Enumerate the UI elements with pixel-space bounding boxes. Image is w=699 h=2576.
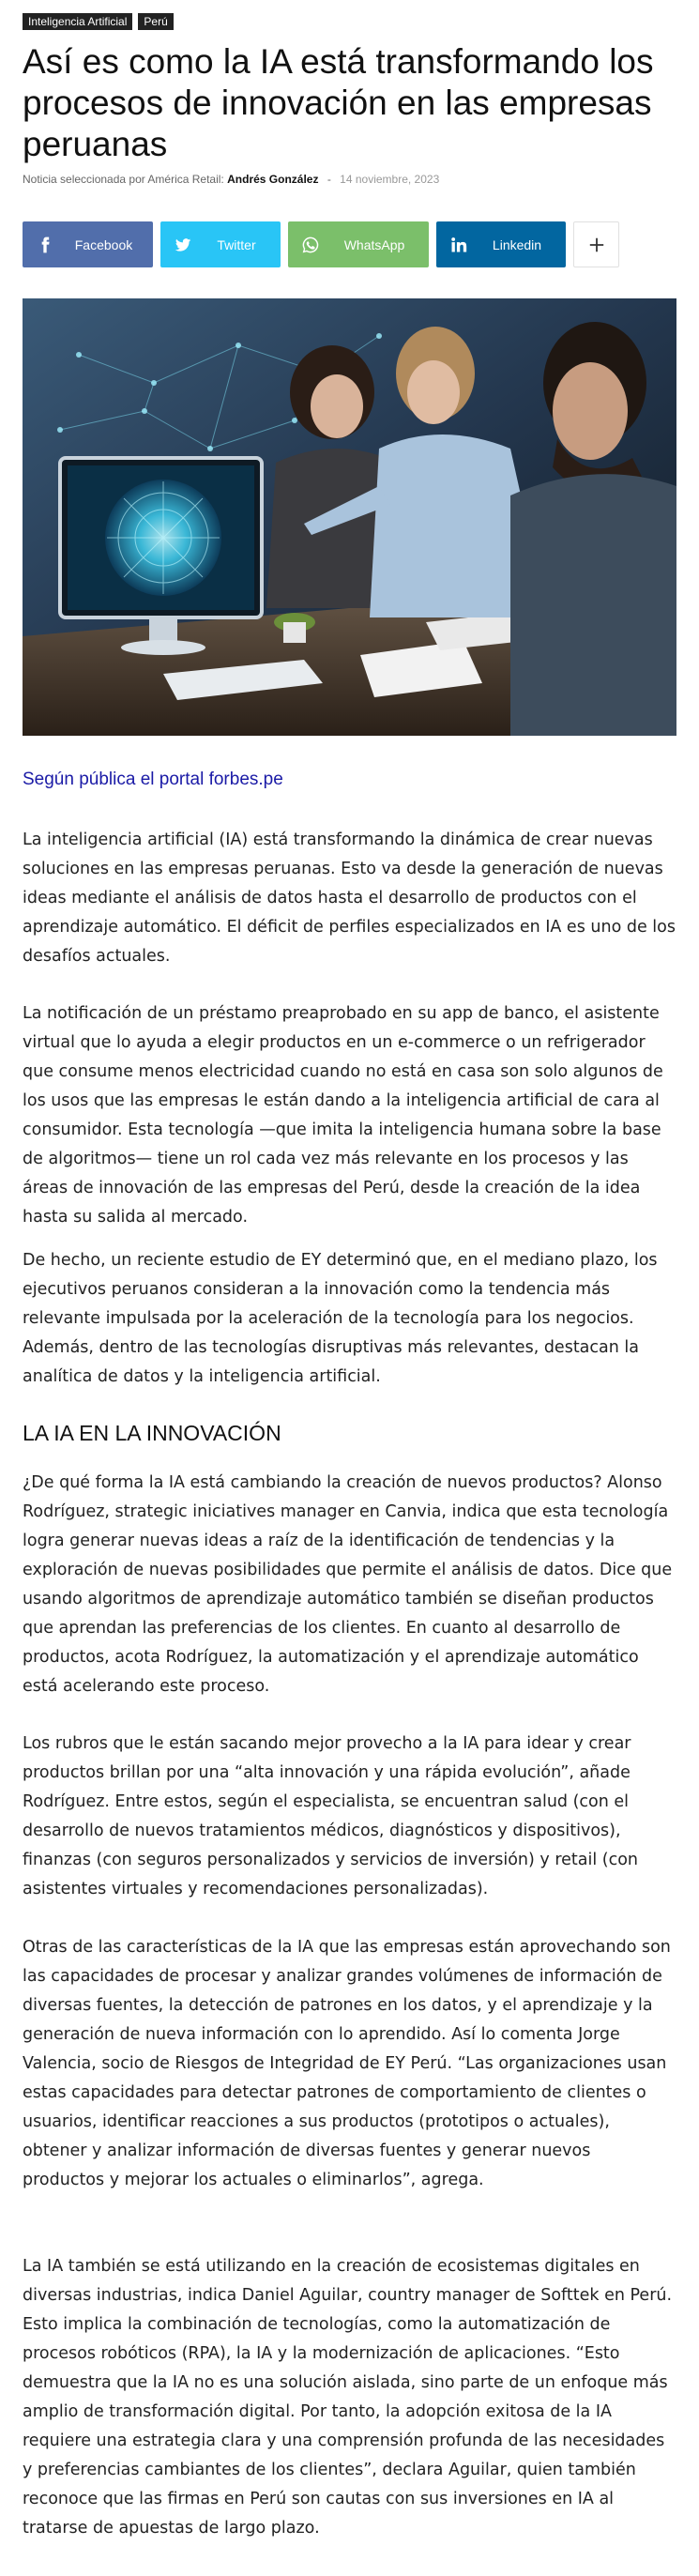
section-paragraph-3: Otras de las características de la IA que las empresas están aprovechando son las capacidades de procesar y analizar grandes volúmenes de información de diversas fuentes, la detección de patrones en los datos, y el aprendizaje y la generación de nueva información con lo aprendido. Así lo comenta Jorge Valencia, socio de Riesgos de Integridad de EY Perú. “Las organizaciones usan estas capacidades para detectar patrones de comportamiento de clientes o usuarios, identificar reacciones a sus productos (prototipos o actuales), obtener y analizar información de diversas fuentes y generar nuevos productos y mejorar los actuales o eliminarlos”, agrega. bbox=[23, 1938, 671, 2189]
article-title: Así es como la IA está transformando los procesos de innovación en las empresas peruanas bbox=[23, 42, 654, 163]
tag-inteligencia-artificial[interactable]: Inteligencia Artificial bbox=[23, 13, 132, 30]
author-link[interactable]: Andrés González bbox=[227, 173, 319, 186]
meta-separator: - bbox=[327, 173, 331, 186]
share-twitter-label: Twitter bbox=[217, 236, 256, 252]
paragraph-2: La notificación de un préstamo preaprobado en su app de banco, el asistente virtual que lo ayuda a elegir productos en un e-commerce o un refrigerador que consume menos electricidad cuando no está en casa son solo algunos de los usos que las empresas le están dando a la inteligencia artificial de cara al consumidor. Esta tecnología —que imita la inteligencia humana sobre la base de algoritmos— tiene un rol cada vez más relevante en los procesos y las áreas de innovación de las empresas del Perú, desde la creación de la idea hasta su salida al mercado. bbox=[23, 1004, 663, 1227]
source-link[interactable]: Según pública el portal forbes.pe bbox=[23, 770, 283, 789]
paragraph-1: La inteligencia artificial (IA) está transformando la dinámica de crear nuevas soluciones en las empresas peruanas. Esto va desde la generación de nuevas ideas mediante el análisis de datos hasta el desarrollo de productos con el aprendizaje automático. El déficit de perfiles especializados en IA es uno de los desafíos actuales. bbox=[23, 831, 676, 966]
share-facebook-button[interactable] bbox=[23, 221, 153, 267]
facebook-icon bbox=[23, 221, 68, 267]
section-heading: LA IA EN LA INNOVACIÓN bbox=[23, 1421, 281, 1445]
section-paragraph-1: ¿De qué forma la IA está cambiando la creación de nuevos productos? Alonso Rodríguez, strategic iniciatives manager en Canvia, indica que esta tecnología logra generar nuevas ideas a raíz de la identificación de tendencias y la exploración de nuevas posibilidades que permite el análisis de datos. Dice que usando algoritmos de aprendizaje automático también se diseñan productos que aprendan las preferencias de los clientes. En cuanto al desarrollo de productos, acota Rodríguez, la automatización y el aprendizaje automático está acelerando este proceso. bbox=[23, 1473, 673, 1696]
share-whatsapp-button[interactable] bbox=[288, 221, 429, 267]
section-paragraph-4: La IA también se está utilizando en la creación de ecosistemas digitales en diversas industrias, indica Daniel Aguilar, country manager de Softtek en Perú. Esto implica la combinación de tecnologías, como la automatización de procesos robóticos (RPA), la IA y la modernización de aplicaciones. “Esto demuestra que la IA no es una solución aislada, sino parte de un enfoque más amplio de transformación digital. Por tanto, la adopción exitosa de la IA requiere una estrategia clara y una comprensión profunda de las necesidades y preferencias cambiantes de los clientes”, declara Aguilar, quien también reconoce que las firmas en Perú son cautas con sus inversiones en IA al tratarse de apuestas de largo plazo. bbox=[23, 2257, 673, 2538]
section-paragraph-2: Los rubros que le están sacando mejor provecho a la IA para idear y crear productos brillan por una “alta innovación y una rápida evolución”, añade Rodríguez. Entre estos, según el especialista, se encuentran salud (con el desarrollo de nuevos tratamientos médicos, diagnósticos y dispositivos), finanzas (con seguros personalizados y servicios de inversión) y retail (con asistentes virtuales y recomendaciones personalizadas). bbox=[23, 1734, 639, 1898]
category-tags bbox=[23, 13, 174, 30]
share-whatsapp-label: WhatsApp bbox=[343, 236, 405, 252]
linkedin-icon bbox=[436, 221, 481, 267]
paragraph-3: De hecho, un reciente estudio de EY determinó que, en el mediano plazo, los ejecutivos peruanos consideran a la innovación como la tendencia más relevante impulsada por la aceleración de la tecnología para los negocios. Además, dentro de las tecnologías disruptivas más relevantes, destacan la analítica de datos y la inteligencia artificial. bbox=[23, 1251, 658, 1386]
publish-date: 14 noviembre, 2023 bbox=[340, 173, 440, 186]
meta-prefix: Noticia seleccionada por América Retail: bbox=[23, 173, 224, 186]
share-twitter-button[interactable] bbox=[160, 221, 281, 267]
more-share-button[interactable] bbox=[573, 221, 619, 267]
share-linkedin-label: Linkedin bbox=[492, 236, 542, 252]
article-meta bbox=[23, 173, 439, 186]
plus-icon bbox=[588, 236, 605, 253]
tag-peru[interactable]: Perú bbox=[138, 13, 173, 30]
twitter-icon bbox=[160, 221, 205, 267]
hero-image bbox=[23, 298, 676, 736]
whatsapp-icon bbox=[288, 221, 333, 267]
share-bar bbox=[23, 221, 619, 267]
share-linkedin-button[interactable] bbox=[436, 221, 566, 267]
share-facebook-label: Facebook bbox=[74, 236, 133, 252]
